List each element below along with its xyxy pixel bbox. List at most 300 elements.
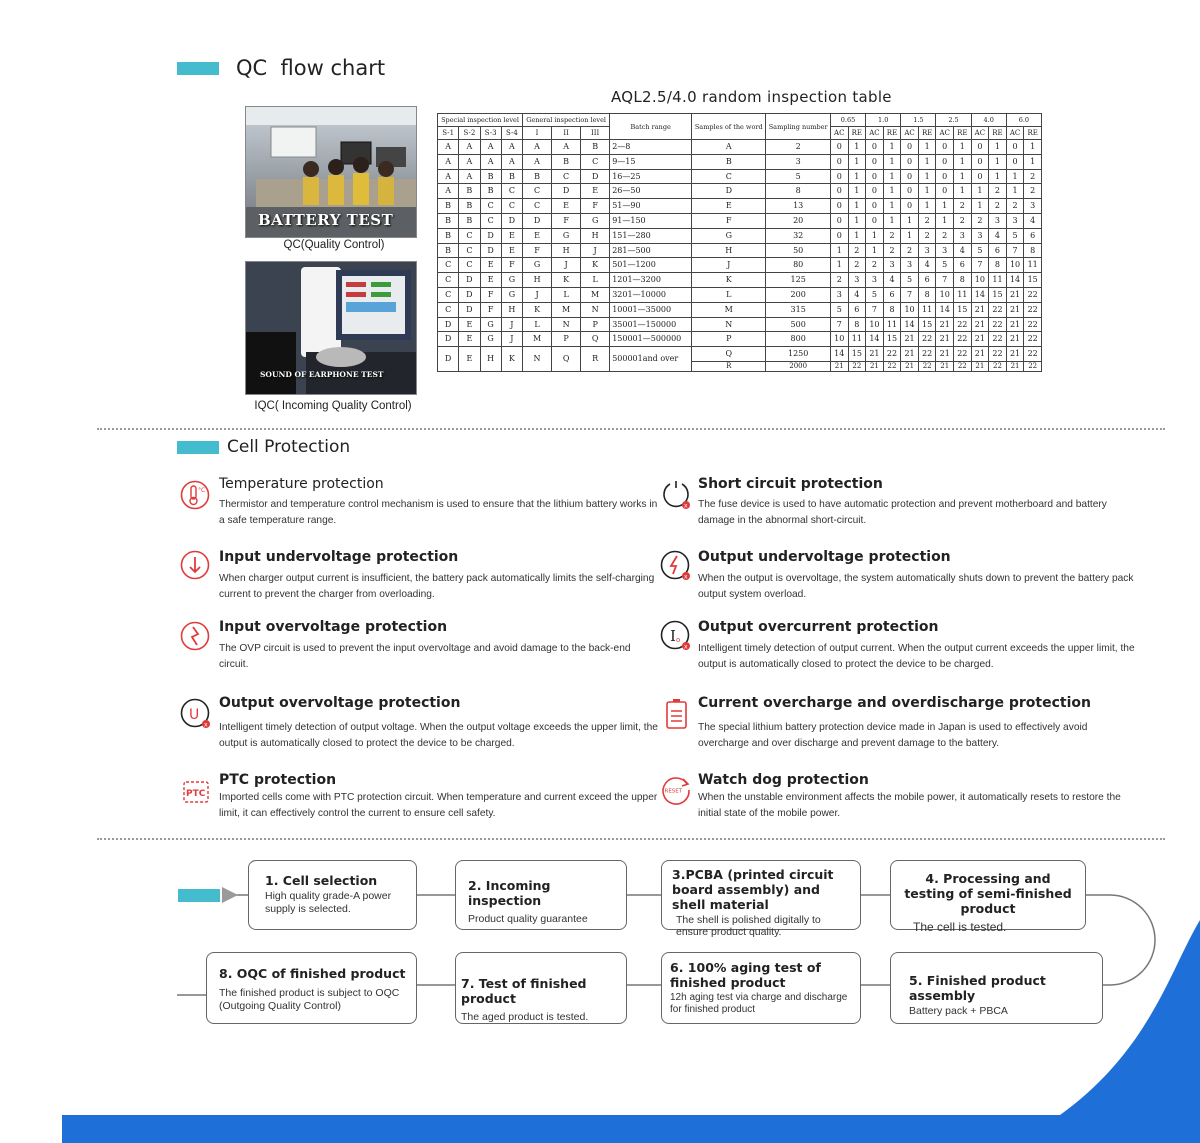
- protection-title: Current overcharge and overdischarge protection: [698, 695, 1091, 711]
- table-cell: B: [438, 213, 459, 228]
- table-header-cell: RE: [848, 127, 866, 140]
- table-cell: A: [480, 154, 501, 169]
- table-cell: 5: [1006, 228, 1024, 243]
- table-cell: 21: [936, 332, 954, 347]
- protection-desc: Imported cells come with PTC protection circuit. When temperature and current exceed the upper limit, it can effectively control the current to ensure cell safety.: [219, 792, 658, 819]
- table-header-cell: RE: [918, 127, 936, 140]
- table-cell: 14: [866, 332, 884, 347]
- table-header-cell: I: [523, 127, 552, 140]
- table-cell: E: [480, 258, 501, 273]
- table-cell: 1: [954, 154, 972, 169]
- table-cell: J: [552, 258, 581, 273]
- table-cell: C: [523, 199, 552, 214]
- table-cell: 4: [954, 243, 972, 258]
- flow-step-title: 8. OQC of finished product: [219, 966, 406, 981]
- table-cell: 150001—500000: [610, 332, 692, 347]
- table-cell: 21: [830, 361, 848, 371]
- table-cell: E: [459, 332, 480, 347]
- table-cell: 20: [766, 213, 831, 228]
- protection-title: Watch dog protection: [698, 772, 869, 788]
- table-cell: 0: [901, 199, 919, 214]
- table-cell: 2: [1024, 169, 1042, 184]
- protection-desc: When the unstable environment affects the mobile power, it automatically resets to restore the initial state of the mobile power.: [698, 792, 1121, 819]
- table-cell: B: [552, 154, 581, 169]
- protection-desc: Intelligent timely detection of output current. When the output current exceeds the upper limit, the output is automatically closed to protect the device to be charged.: [698, 643, 1135, 670]
- table-cell: 4: [918, 258, 936, 273]
- table-cell: 11: [848, 332, 866, 347]
- table-cell: 3: [954, 228, 972, 243]
- table-cell: D: [501, 213, 522, 228]
- table-cell: 21: [866, 347, 884, 362]
- table-cell: J: [581, 243, 610, 258]
- table-cell: B: [438, 243, 459, 258]
- table-cell: 3: [936, 243, 954, 258]
- table-cell: 1: [883, 184, 901, 199]
- table-cell: L: [692, 287, 766, 302]
- flow-step-desc: Product quality guarantee: [468, 913, 588, 925]
- table-cell: A: [459, 140, 480, 155]
- table-cell: K: [692, 273, 766, 288]
- table-cell: 15: [1024, 273, 1042, 288]
- table-cell: 22: [1024, 302, 1042, 317]
- table-cell: 8: [883, 302, 901, 317]
- table-cell: 1: [989, 140, 1007, 155]
- table-header-cell: III: [581, 127, 610, 140]
- protection-title: Input undervoltage protection: [219, 549, 459, 565]
- photo1-caption: QC(Quality Control): [283, 239, 385, 251]
- table-cell: A: [552, 140, 581, 155]
- table-cell: 1: [848, 184, 866, 199]
- table-cell: 22: [989, 302, 1007, 317]
- table-cell: B: [480, 184, 501, 199]
- table-cell: 11: [883, 317, 901, 332]
- table-cell: 3: [971, 228, 989, 243]
- table-cell: 5: [766, 169, 831, 184]
- table-cell: J: [501, 317, 522, 332]
- table-cell: A: [523, 140, 552, 155]
- photo2-caption: IQC( Incoming Quality Control): [254, 400, 412, 412]
- protection-title: Input overvoltage protection: [219, 619, 448, 635]
- table-cell: A: [438, 154, 459, 169]
- table-cell: 2—8: [610, 140, 692, 155]
- flow-step-desc: High quality grade-A power supply is selected.: [265, 890, 392, 915]
- protection-desc: Intelligent timely detection of output voltage. When the output voltage exceeds the upper limit, the output is automatically closed to protect the device to be charged.: [219, 722, 658, 749]
- table-cell: 0: [830, 228, 848, 243]
- table-cell: 2: [989, 184, 1007, 199]
- table-header-cell: 0.65: [830, 114, 865, 127]
- table-cell: 0: [1006, 140, 1024, 155]
- table-cell: 3: [766, 154, 831, 169]
- table-cell: C: [581, 154, 610, 169]
- table-cell: 3: [1024, 199, 1042, 214]
- table-cell: E: [581, 184, 610, 199]
- table-cell: D: [438, 347, 459, 372]
- table-cell: 10: [901, 302, 919, 317]
- table-cell: 2: [971, 213, 989, 228]
- table-cell: 0: [936, 169, 954, 184]
- table-cell: C: [692, 169, 766, 184]
- table-cell: 8: [848, 317, 866, 332]
- table-cell: M: [581, 287, 610, 302]
- table-cell: 22: [1024, 332, 1042, 347]
- table-cell: B: [438, 228, 459, 243]
- table-cell: 3: [989, 213, 1007, 228]
- table-cell: 1: [848, 154, 866, 169]
- table-cell: 51—90: [610, 199, 692, 214]
- table-cell: 15: [848, 347, 866, 362]
- table-cell: 8: [954, 273, 972, 288]
- table-cell: 501—1200: [610, 258, 692, 273]
- table-cell: 5: [971, 243, 989, 258]
- table-cell: J: [692, 258, 766, 273]
- table-cell: 32: [766, 228, 831, 243]
- table-cell: 2: [1006, 199, 1024, 214]
- table-cell: 5: [936, 258, 954, 273]
- flow-step-title: 7. Test of finished product: [461, 976, 587, 1006]
- table-cell: 10: [866, 317, 884, 332]
- table-header-cell: Special inspection level: [438, 114, 523, 127]
- table-cell: 0: [830, 199, 848, 214]
- protection-title: Output undervoltage protection: [698, 549, 951, 565]
- table-cell: F: [692, 213, 766, 228]
- flow-step-title: 3.PCBA (printed circuit board assembly) and shell material: [672, 867, 834, 912]
- table-cell: 500: [766, 317, 831, 332]
- table-header-cell: RE: [954, 127, 972, 140]
- table-cell: B: [581, 140, 610, 155]
- table-cell: 125: [766, 273, 831, 288]
- table-cell: E: [459, 347, 480, 372]
- table-cell: D: [480, 228, 501, 243]
- table-cell: 14: [830, 347, 848, 362]
- table-cell: 10: [936, 287, 954, 302]
- table-cell: F: [480, 302, 501, 317]
- table-cell: F: [480, 287, 501, 302]
- table-cell: 3201—10000: [610, 287, 692, 302]
- table-cell: 1: [1024, 154, 1042, 169]
- table-cell: 21: [936, 361, 954, 371]
- table-cell: 0: [971, 140, 989, 155]
- svg-text:o: o: [676, 636, 681, 644]
- table-cell: 22: [989, 361, 1007, 371]
- table-cell: 1: [883, 140, 901, 155]
- table-cell: 1: [830, 258, 848, 273]
- table-cell: 21: [1006, 361, 1024, 371]
- table-cell: 3: [901, 258, 919, 273]
- table-cell: 22: [989, 347, 1007, 362]
- table-cell: 8: [989, 258, 1007, 273]
- table-cell: F: [581, 199, 610, 214]
- table-cell: D: [480, 243, 501, 258]
- flow-step-title: 1. Cell selection: [265, 873, 378, 888]
- table-cell: 1: [883, 154, 901, 169]
- table-cell: L: [552, 287, 581, 302]
- table-cell: F: [552, 213, 581, 228]
- table-cell: 1: [883, 213, 901, 228]
- table-header-cell: Sampling number: [766, 114, 831, 140]
- table-cell: 1: [848, 169, 866, 184]
- protection-title: Output overcurrent protection: [698, 619, 939, 635]
- table-cell: 2: [830, 273, 848, 288]
- table-cell: 0: [901, 184, 919, 199]
- table-cell: 13: [766, 199, 831, 214]
- table-cell: 10001—35000: [610, 302, 692, 317]
- table-cell: 200: [766, 287, 831, 302]
- table-cell: 22: [918, 361, 936, 371]
- table-cell: H: [581, 228, 610, 243]
- table-cell: D: [438, 332, 459, 347]
- table-cell: D: [459, 302, 480, 317]
- table-cell: G: [480, 332, 501, 347]
- table-cell: 1: [848, 228, 866, 243]
- table-cell: 15: [954, 302, 972, 317]
- table-cell: G: [523, 258, 552, 273]
- table-cell: L: [523, 317, 552, 332]
- flow-step-desc: The cell is tested.: [913, 920, 1007, 934]
- table-cell: 315: [766, 302, 831, 317]
- table-cell: 9—15: [610, 154, 692, 169]
- protection-desc: The fuse device is used to have automatic protection and prevent motherboard and battery damage in the abnormal short-circuit.: [698, 499, 1107, 526]
- table-cell: E: [552, 199, 581, 214]
- table-cell: 1: [918, 140, 936, 155]
- table-header-cell: 2.5: [936, 114, 971, 127]
- table-cell: B: [501, 169, 522, 184]
- table-cell: 22: [1024, 347, 1042, 362]
- table-cell: 1: [1024, 140, 1042, 155]
- table-cell: 0: [936, 140, 954, 155]
- table-cell: G: [581, 213, 610, 228]
- table-cell: 22: [989, 332, 1007, 347]
- table-cell: 1: [848, 213, 866, 228]
- table-cell: 1: [989, 169, 1007, 184]
- flow-step-desc: The finished product is subject to OQC (Outgoing Quality Control): [219, 987, 400, 1012]
- table-cell: 0: [866, 213, 884, 228]
- table-cell: 21: [1006, 347, 1024, 362]
- table-header-cell: AC: [1006, 127, 1024, 140]
- table-header-cell: RE: [1024, 127, 1042, 140]
- table-header-cell: II: [552, 127, 581, 140]
- table-cell: 0: [901, 140, 919, 155]
- table-cell: 21: [971, 317, 989, 332]
- table-header-cell: S-1: [438, 127, 459, 140]
- table-header-cell: 6.0: [1006, 114, 1041, 127]
- table-cell: 4: [883, 273, 901, 288]
- table-cell: 0: [901, 154, 919, 169]
- table-cell: H: [480, 347, 501, 372]
- table-cell: F: [501, 258, 522, 273]
- table-cell: 1: [989, 154, 1007, 169]
- table-cell: 22: [1024, 361, 1042, 371]
- table-cell: 0: [866, 154, 884, 169]
- table-cell: E: [501, 228, 522, 243]
- cell-section-title: Cell Protection: [227, 437, 351, 457]
- table-cell: C: [501, 199, 522, 214]
- svg-text:I: I: [670, 627, 676, 645]
- table-cell: N: [552, 317, 581, 332]
- table-header-cell: S-3: [480, 127, 501, 140]
- table-cell: C: [523, 184, 552, 199]
- table-cell: 21: [901, 347, 919, 362]
- table-cell: 22: [883, 361, 901, 371]
- table-cell: E: [501, 243, 522, 258]
- table-cell: R: [692, 361, 766, 371]
- table-cell: 2: [954, 199, 972, 214]
- protection-desc: When charger output current is insufficient, the battery pack automatically limits the self-charging current to prevent the charger from overloading.: [219, 573, 655, 600]
- table-cell: 21: [1006, 317, 1024, 332]
- table-cell: 15: [883, 332, 901, 347]
- table-cell: 2: [848, 258, 866, 273]
- table-cell: 1: [918, 199, 936, 214]
- table-cell: P: [692, 332, 766, 347]
- table-header-cell: S-4: [501, 127, 522, 140]
- table-header-cell: 1.5: [901, 114, 936, 127]
- table-cell: 7: [866, 302, 884, 317]
- table-cell: C: [459, 258, 480, 273]
- table-cell: 1: [883, 199, 901, 214]
- table-cell: 11: [918, 302, 936, 317]
- table-cell: 1201—3200: [610, 273, 692, 288]
- table-cell: A: [459, 154, 480, 169]
- protection-desc: When the output is overvoltage, the system automatically shuts down to prevent the battery pack output system overload.: [698, 573, 1134, 600]
- table-cell: 80: [766, 258, 831, 273]
- table-cell: 21: [971, 361, 989, 371]
- table-cell: 5: [830, 302, 848, 317]
- table-cell: 4: [848, 287, 866, 302]
- table-cell: D: [523, 213, 552, 228]
- table-cell: 26—50: [610, 184, 692, 199]
- table-cell: Q: [552, 347, 581, 372]
- table-cell: F: [523, 243, 552, 258]
- table-cell: 2: [766, 140, 831, 155]
- table-cell: 1: [1006, 184, 1024, 199]
- table-cell: 2: [936, 228, 954, 243]
- table-cell: G: [692, 228, 766, 243]
- table-cell: N: [692, 317, 766, 332]
- protection-desc: The special lithium battery protection device made in Japan is used to effectively avoid overcharge and over discharge and prevent damage to the battery.: [698, 722, 1088, 749]
- table-cell: 281—500: [610, 243, 692, 258]
- table-cell: 1: [848, 199, 866, 214]
- table-cell: K: [581, 258, 610, 273]
- table-cell: 21: [971, 302, 989, 317]
- table-cell: H: [552, 243, 581, 258]
- table-cell: 6: [989, 243, 1007, 258]
- table-cell: G: [552, 228, 581, 243]
- table-header-cell: AC: [901, 127, 919, 140]
- table-cell: 0: [830, 169, 848, 184]
- table-cell: B: [438, 199, 459, 214]
- table-cell: 2: [918, 213, 936, 228]
- table-cell: 3: [830, 287, 848, 302]
- table-header-cell: 1.0: [866, 114, 901, 127]
- table-cell: 1: [918, 169, 936, 184]
- table-cell: 21: [971, 347, 989, 362]
- table-cell: C: [438, 287, 459, 302]
- table-cell: 1: [971, 199, 989, 214]
- table-cell: 21: [971, 332, 989, 347]
- table-cell: E: [523, 228, 552, 243]
- table-cell: 2000: [766, 361, 831, 371]
- table-cell: H: [501, 302, 522, 317]
- table-cell: D: [581, 169, 610, 184]
- table-cell: 3: [1006, 213, 1024, 228]
- table-cell: K: [552, 273, 581, 288]
- table-cell: A: [501, 140, 522, 155]
- table-cell: 2: [866, 258, 884, 273]
- flow-step-title: 6. 100% aging test of finished product: [670, 960, 821, 990]
- flow-step-desc: 12h aging test via charge and discharge for finished product: [670, 992, 848, 1015]
- table-cell: 3: [883, 258, 901, 273]
- table-cell: 1: [830, 243, 848, 258]
- table-cell: 10: [1006, 258, 1024, 273]
- table-cell: 1: [954, 140, 972, 155]
- table-cell: A: [438, 184, 459, 199]
- table-cell: 1250: [766, 347, 831, 362]
- table-cell: D: [459, 287, 480, 302]
- table-cell: E: [480, 273, 501, 288]
- table-cell: 14: [936, 302, 954, 317]
- table-cell: 7: [936, 273, 954, 288]
- table-cell: 5: [866, 287, 884, 302]
- table-cell: A: [501, 154, 522, 169]
- table-cell: 14: [901, 317, 919, 332]
- flow-step-desc: The shell is polished digitally to ensure product quality.: [676, 914, 821, 938]
- table-header-cell: AC: [936, 127, 954, 140]
- table-cell: 21: [936, 347, 954, 362]
- svg-text:x: x: [204, 721, 208, 729]
- flow-step-title: 2. Incoming inspection: [468, 878, 551, 908]
- table-cell: P: [552, 332, 581, 347]
- protection-desc: The OVP circuit is used to prevent the input overvoltage and avoid damage to the back-end circuit.: [219, 643, 631, 670]
- table-cell: 0: [830, 184, 848, 199]
- table-cell: P: [581, 317, 610, 332]
- table-cell: 2: [883, 228, 901, 243]
- table-header-cell: AC: [830, 127, 848, 140]
- table-cell: C: [438, 273, 459, 288]
- table-cell: A: [438, 169, 459, 184]
- table-cell: B: [459, 184, 480, 199]
- table-header-cell: RE: [989, 127, 1007, 140]
- table-header-cell: AC: [971, 127, 989, 140]
- table-cell: B: [692, 154, 766, 169]
- table-cell: 1: [866, 228, 884, 243]
- table-cell: C: [501, 184, 522, 199]
- table-header-cell: Samples of the word: [692, 114, 766, 140]
- table-cell: 14: [1006, 273, 1024, 288]
- table-cell: 15: [989, 287, 1007, 302]
- table-header-cell: Batch range: [610, 114, 692, 140]
- table-cell: 1: [901, 213, 919, 228]
- table-cell: D: [438, 317, 459, 332]
- table-cell: 7: [971, 258, 989, 273]
- table-header-cell: AC: [866, 127, 884, 140]
- flow-step-desc: Battery pack + PBCA: [909, 1005, 1008, 1017]
- table-cell: 2: [848, 243, 866, 258]
- table-cell: 800: [766, 332, 831, 347]
- table-cell: 10: [830, 332, 848, 347]
- protection-title: Output overvoltage protection: [219, 695, 461, 711]
- table-cell: M: [552, 302, 581, 317]
- table-cell: 0: [830, 154, 848, 169]
- table-cell: 0: [936, 184, 954, 199]
- table-cell: 1: [883, 169, 901, 184]
- footer-wave: [0, 900, 1200, 1143]
- table-cell: G: [480, 317, 501, 332]
- table-cell: 15: [918, 317, 936, 332]
- table-cell: K: [523, 302, 552, 317]
- table-cell: 1: [954, 169, 972, 184]
- table-cell: B: [480, 169, 501, 184]
- table-cell: R: [581, 347, 610, 372]
- table-cell: 22: [954, 347, 972, 362]
